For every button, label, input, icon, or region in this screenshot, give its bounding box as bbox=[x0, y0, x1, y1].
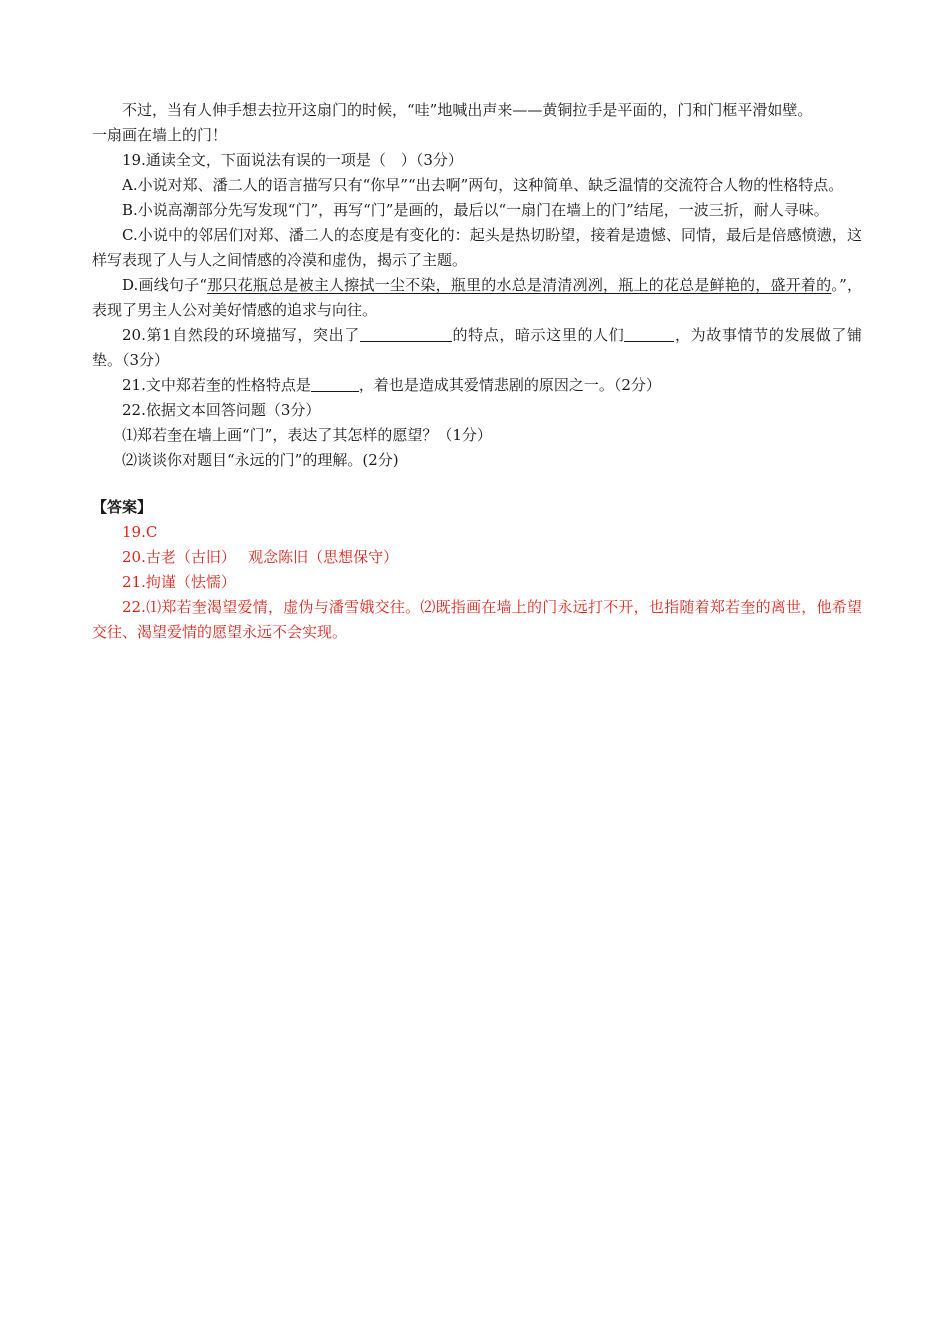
question-19-stem: 19.通读全文，下面说法有误的一项是（ ）（3分） bbox=[122, 151, 463, 169]
question-21 bbox=[92, 373, 862, 398]
question-21-part-1: 21.文中郑若奎的性格特点是 bbox=[122, 376, 311, 394]
question-22-sub-1: ⑴郑若奎在墙上画“门”，表达了其怎样的愿望？（1分） bbox=[122, 426, 492, 444]
answer-blank bbox=[311, 375, 359, 392]
option-d-suffix: 。”，表现了男主人公对美好情感的追求与向往。 bbox=[92, 276, 862, 319]
question-20-part-1: 20.第1自然段的环境描写，突出了 bbox=[122, 326, 360, 344]
answer-19: 19.C bbox=[122, 523, 158, 541]
passage-line-1: 不过，当有人伸手想去拉开这扇门的时候，“哇”地喊出声来——黄铜拉手是平面的，门和门框平滑如壁。 bbox=[122, 101, 813, 119]
question-19-option-c: C.小说中的邻居们对郑、潘二人的态度是有变化的：起头是热切盼望，接着是遗憾、同情，最后是倍感愤懑，这样写表现了人与人之间情感的冷漠和虚伪，揭示了主题。 bbox=[92, 226, 862, 269]
question-20-part-2: 的特点，暗示这里的人们 bbox=[451, 326, 625, 344]
underlined-sentence: 那只花瓶总是被主人擦拭一尘不染，瓶里的水总是清清冽冽，瓶上的花总是鲜艳的，盛开着的 bbox=[207, 276, 832, 294]
option-d-prefix: D.画线句子“ bbox=[122, 276, 208, 294]
answer-22: 22.⑴郑若奎渴望爱情，虚伪与潘雪娥交往。⑵既指画在墙上的门永远打不开，也指随着郑若奎的离世，他希望交往、渴望爱情的愿望永远不会实现。 bbox=[92, 598, 862, 641]
passage-line-2: 一扇画在墙上的门！ bbox=[92, 126, 228, 144]
question-22-sub-2: ⑵谈谈你对题目“永远的门”的理解。(2分) bbox=[122, 451, 399, 469]
question-19-option-a: A.小说对郑、潘二人的语言描写只有“你早”“出去啊”两句，这种简单、缺乏温情的交流符合人物的性格特点。 bbox=[122, 176, 844, 194]
question-19-option-d bbox=[92, 273, 862, 323]
question-21-part-2: ，着也是造成其爱情悲剧的原因之一。（2分） bbox=[358, 376, 661, 394]
answer-blank bbox=[624, 325, 674, 342]
answer-section bbox=[92, 495, 862, 645]
question-20-part-3: ，为故事情节的发展做了铺垫。（3分） bbox=[92, 326, 862, 369]
answer-20: 20.古老（古旧） 观念陈旧（思想保守） bbox=[122, 548, 399, 566]
answer-blank bbox=[360, 325, 452, 342]
answer-heading: 【答案】 bbox=[92, 498, 153, 516]
document-page bbox=[92, 98, 862, 645]
question-19-option-b: B.小说高潮部分先写发现“门”，再写“门”是画的，最后以“一扇门在墙上的门”结尾，一波三折，耐人寻味。 bbox=[122, 201, 829, 219]
question-22-stem: 22.依据文本回答问题（3分） bbox=[122, 401, 321, 419]
question-20 bbox=[92, 323, 862, 373]
answer-21: 21.拘谨（怯懦） bbox=[122, 573, 236, 591]
